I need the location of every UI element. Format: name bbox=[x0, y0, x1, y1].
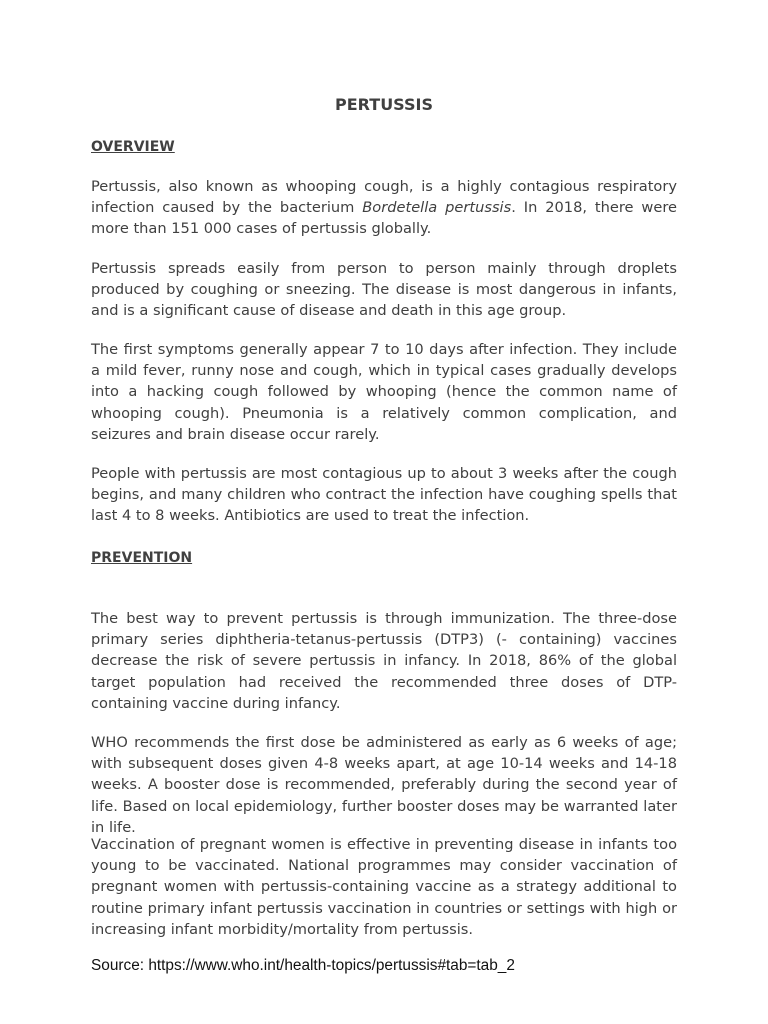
overview-paragraph-1-text-a: Pertussis, also known as whooping cough, is a highly contagious respiratory infection caused by the bacterium bbox=[91, 178, 677, 217]
overview-paragraph-1-text-b: . In 2018, there were more than 151 000 cases of pertussis globally. bbox=[91, 199, 677, 238]
document-title: PERTUSSIS bbox=[335, 95, 433, 114]
overview-heading: OVERVIEW bbox=[91, 139, 175, 155]
overview-paragraph-1 bbox=[91, 176, 677, 240]
prevention-paragraph-1: The best way to prevent pertussis is through immunization. The three-dose primary series diphtheria-tetanus-pertussis (DTP3) (- containing) vaccines decrease the risk of severe pertussis in infancy. In 2018, 86% of the global target population had received the recommended three doses of DTP-containing vaccine during infancy. bbox=[91, 610, 677, 712]
overview-paragraph-3: The first symptoms generally appear 7 to 10 days after infection. They include a mild fever, runny nose and cough, which in typical cases gradually develops into a hacking cough followed by whooping (hence the common name of whooping cough). Pneumonia is a relatively common complication, and seizures and brain disease occur rarely. bbox=[91, 341, 677, 443]
prevention-paragraph-2: WHO recommends the first dose be administered as early as 6 weeks of age; with subsequent doses given 4-8 weeks apart, at age 10-14 weeks and 14-18 weeks. A booster dose is recommended, preferably during the second year of life. Based on local epidemiology, further booster doses may be warranted later in life. bbox=[91, 734, 677, 836]
prevention-heading: PREVENTION bbox=[91, 550, 193, 566]
bacterium-name: Bordetella pertussis bbox=[362, 199, 512, 217]
overview-paragraph-4: People with pertussis are most contagious up to about 3 weeks after the cough begins, and many children who contract the infection have coughing spells that last 4 to 8 weeks. Antibiotics are used to treat the infection. bbox=[91, 465, 677, 525]
source-citation: Source: https://www.who.int/health-topics/pertussis#tab=tab_2 bbox=[91, 957, 515, 974]
prevention-paragraph-3: Vaccination of pregnant women is effective in preventing disease in infants too young to be vaccinated. National programmes may consider vaccination of pregnant women with pertussis-containing vaccine as a strategy additional to routine primary infant pertussis vaccination in countries or settings with high or increasing infant morbidity/mortality from pertussis. bbox=[91, 836, 677, 938]
overview-paragraph-2: Pertussis spreads easily from person to person mainly through droplets produced by coughing or sneezing. The disease is most dangerous in infants, and is a significant cause of disease and death in this age group. bbox=[91, 260, 677, 320]
